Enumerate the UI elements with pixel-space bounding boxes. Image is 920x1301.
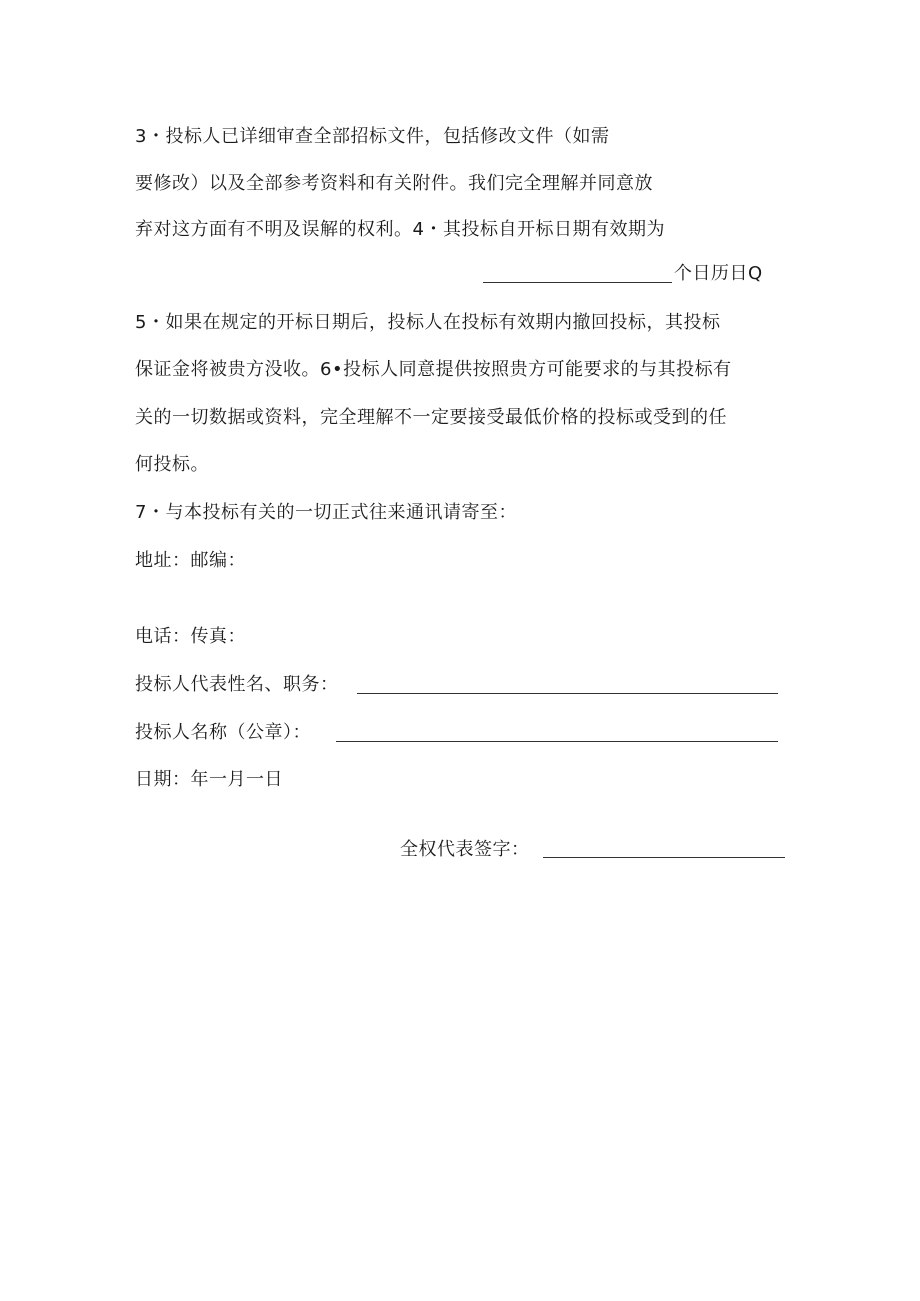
- validity-days-blank: [483, 282, 672, 283]
- clause-6-line-1: 关的一切数据或资料，完全理解不一定要接受最低价格的投标或受到的任: [135, 407, 727, 428]
- bidder-name-blank: [336, 741, 778, 742]
- clause-7-line: 7・与本投标有关的一切正式往来通讯请寄至：: [135, 502, 517, 523]
- signature-blank: [543, 857, 785, 858]
- clause-3-line-2: 要修改）以及全部参考资料和有关附件。我们完全理解并同意放: [135, 173, 653, 194]
- representative-blank: [357, 693, 778, 694]
- date-label: 日期：年一月一日: [135, 769, 283, 790]
- bidder-name-label: 投标人名称（公章）：: [135, 722, 311, 743]
- validity-days-suffix: 个日历日Q: [674, 263, 763, 284]
- signature-label: 全权代表签字：: [400, 839, 530, 860]
- address-label: 地址：邮编：: [135, 550, 246, 571]
- clause-3-line-3: 弃对这方面有不明及误解的权利。4・其投标自开标日期有效期为: [135, 219, 665, 240]
- clause-3-line-1: 3・投标人已详细审查全部招标文件，包括修改文件（如需: [135, 126, 610, 147]
- clause-5-line-2: 保证金将被贵方没收。6•投标人同意提供按照贵方可能要求的与其投标有: [135, 359, 732, 380]
- clause-5-line-1: 5・如果在规定的开标日期后，投标人在投标有效期内撤回投标，其投标: [135, 312, 721, 333]
- representative-label: 投标人代表性名、职务：: [135, 674, 339, 695]
- phone-label: 电话：传真：: [135, 626, 246, 647]
- clause-6-line-2: 何投标。: [135, 454, 209, 475]
